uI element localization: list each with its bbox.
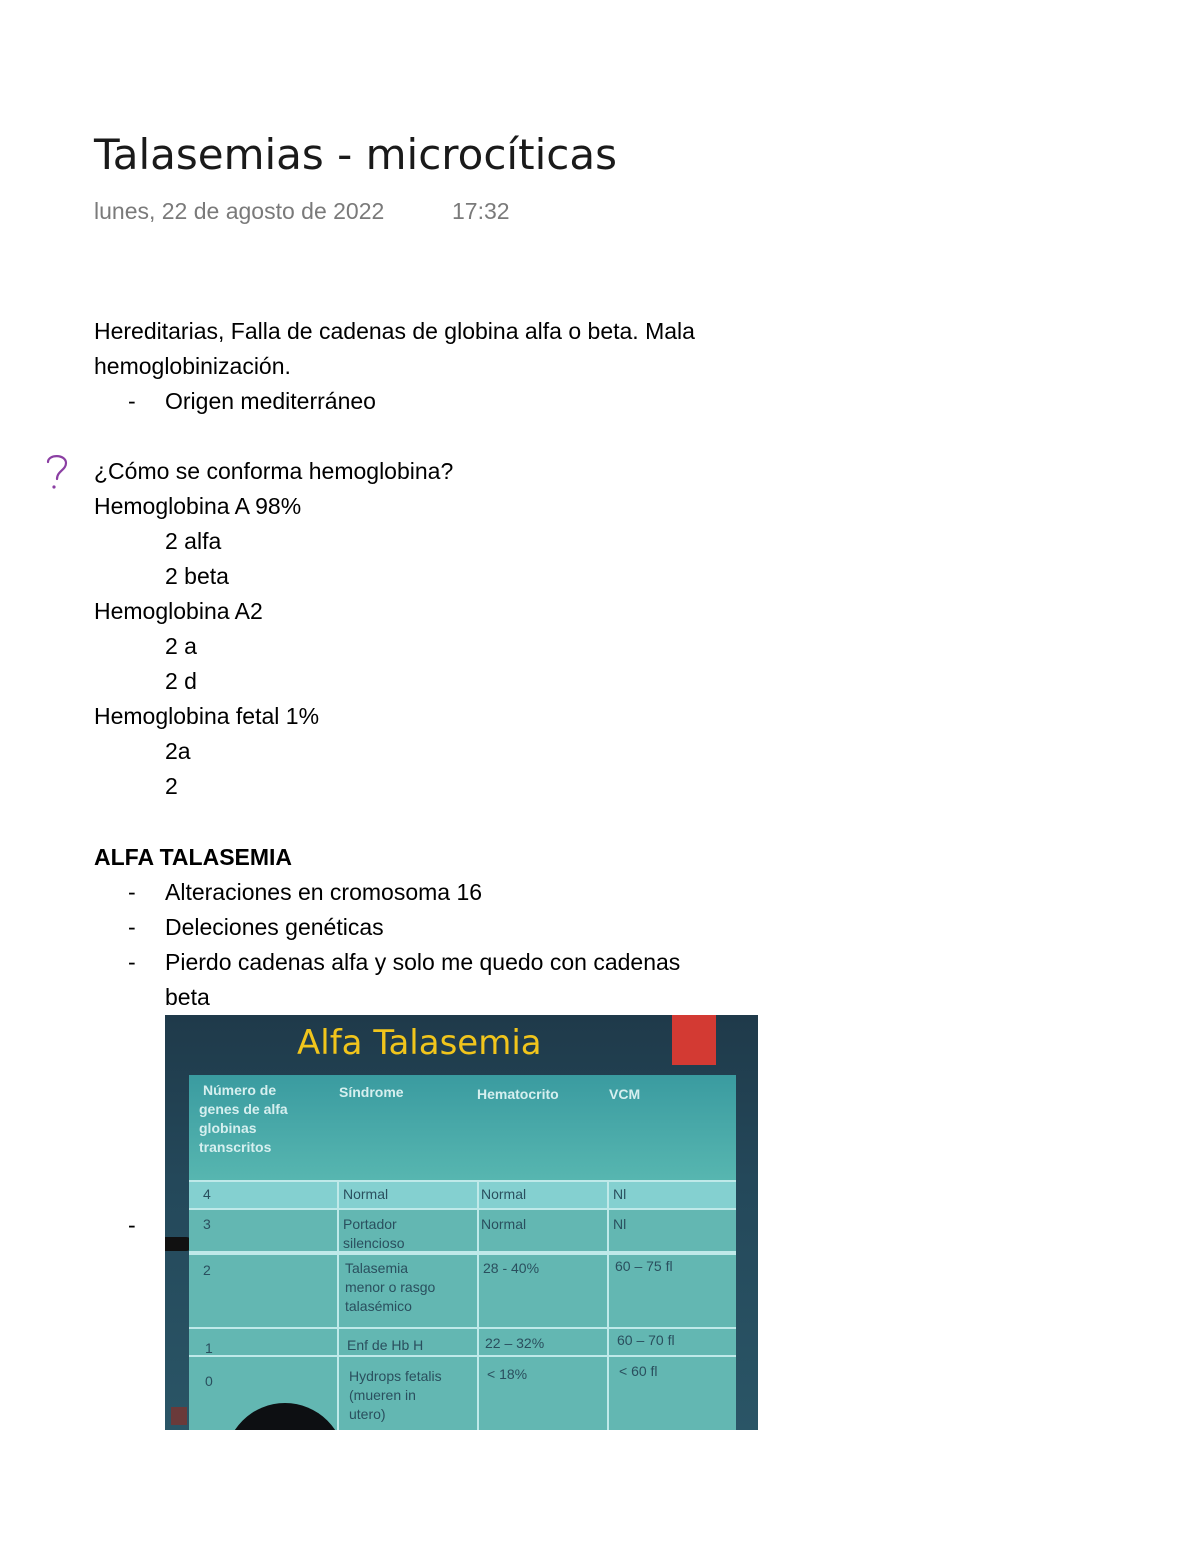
table-cell: < 60 fl bbox=[619, 1363, 658, 1379]
table-cell: silencioso bbox=[343, 1235, 405, 1251]
hb-fetal-item-2: 2 bbox=[165, 773, 178, 799]
bullet-item: Alteraciones en cromosoma 16 bbox=[165, 879, 483, 905]
bullet-dash: - bbox=[128, 879, 136, 905]
bullet-item: Pierdo cadenas alfa y solo me quedo con cadenas bbox=[165, 949, 681, 975]
table-cell: Normal bbox=[343, 1186, 389, 1202]
table-cell: Talasemia bbox=[345, 1260, 409, 1276]
table-cell: Normal bbox=[481, 1186, 527, 1202]
table-cell: utero) bbox=[349, 1406, 386, 1422]
table-cell: 1 bbox=[205, 1340, 213, 1356]
table-cell: Nl bbox=[613, 1186, 627, 1202]
table-cell: 2 bbox=[203, 1262, 211, 1278]
table-cell: Enf de Hb H bbox=[347, 1337, 424, 1353]
hb-fetal: Hemoglobina fetal 1% bbox=[94, 703, 320, 729]
table-row-bg bbox=[189, 1253, 736, 1255]
table-cell: 22 – 32% bbox=[485, 1335, 545, 1351]
hb-a2: Hemoglobina A2 bbox=[94, 598, 263, 624]
bullet-dash: - bbox=[128, 914, 136, 940]
header-cell: Número de bbox=[203, 1082, 277, 1098]
slide-red-block bbox=[672, 1015, 716, 1065]
hb-fetal-item-1: 2a bbox=[165, 738, 191, 764]
slide-table bbox=[189, 1075, 736, 1430]
table-cell: Hydrops fetalis bbox=[349, 1368, 442, 1384]
slide-title: Alfa Talasemia bbox=[297, 1023, 542, 1063]
hb-a-item-2: 2 beta bbox=[165, 563, 229, 589]
row-divider bbox=[189, 1251, 736, 1253]
table-cell: < 18% bbox=[487, 1366, 528, 1382]
slide-photo bbox=[165, 1015, 758, 1430]
table-row-bg bbox=[189, 1180, 736, 1208]
table-cell: 3 bbox=[203, 1216, 211, 1232]
page-date: lunes, 22 de agosto de 2022 bbox=[94, 198, 385, 224]
row-divider bbox=[189, 1355, 736, 1357]
origin-bullet: Origen mediterráneo bbox=[165, 388, 376, 414]
header-cell: VCM bbox=[609, 1086, 641, 1102]
table-cell: talasémico bbox=[345, 1298, 412, 1314]
header-cell: Hematocrito bbox=[477, 1086, 559, 1102]
table-cell: 4 bbox=[203, 1186, 211, 1202]
page-title: Talasemias - microcíticas bbox=[94, 130, 617, 179]
table-cell: Nl bbox=[613, 1216, 627, 1232]
hb-a2-item-2: 2 d bbox=[165, 668, 197, 694]
table-cell: menor o rasgo bbox=[345, 1279, 436, 1295]
bullet-dash: - bbox=[128, 388, 136, 414]
header-cell: genes de alfa bbox=[199, 1101, 288, 1117]
col-divider bbox=[337, 1180, 339, 1430]
intro-line-2: hemoglobinización. bbox=[94, 353, 291, 379]
hb-a-item-1: 2 alfa bbox=[165, 528, 222, 554]
col-divider bbox=[477, 1180, 479, 1430]
row-divider bbox=[189, 1208, 736, 1210]
table-cell: (mueren in bbox=[349, 1387, 416, 1403]
table-cell: 60 – 75 fl bbox=[615, 1258, 673, 1274]
row-divider bbox=[189, 1180, 736, 1182]
bullet-dash: - bbox=[128, 1212, 136, 1238]
table-cell: Portador bbox=[343, 1216, 397, 1232]
bullet-item-continuation: beta bbox=[165, 984, 210, 1010]
table-cell: Normal bbox=[481, 1216, 527, 1232]
table-cell: 0 bbox=[205, 1373, 213, 1389]
question-heading: ¿Cómo se conforma hemoglobina? bbox=[94, 458, 454, 484]
header-cell: globinas bbox=[199, 1120, 257, 1136]
slide-corner-mark bbox=[171, 1407, 187, 1425]
col-divider bbox=[607, 1180, 609, 1430]
section-heading: ALFA TALASEMIA bbox=[94, 844, 293, 870]
bullet-item: Deleciones genéticas bbox=[165, 914, 384, 940]
header-cell: Síndrome bbox=[339, 1084, 404, 1100]
header-cell: transcritos bbox=[199, 1139, 272, 1155]
table-cell: 28 - 40% bbox=[483, 1260, 540, 1276]
intro-line-1: Hereditarias, Falla de cadenas de globina alfa o beta. Mala bbox=[94, 318, 695, 344]
hb-a: Hemoglobina A 98% bbox=[94, 493, 302, 519]
row-divider bbox=[189, 1327, 736, 1329]
bullet-dash: - bbox=[128, 949, 136, 975]
table-cell: 60 – 70 fl bbox=[617, 1332, 675, 1348]
question-mark-icon bbox=[44, 452, 70, 492]
page-time: 17:32 bbox=[452, 198, 510, 224]
hb-a2-item-1: 2 a bbox=[165, 633, 197, 659]
